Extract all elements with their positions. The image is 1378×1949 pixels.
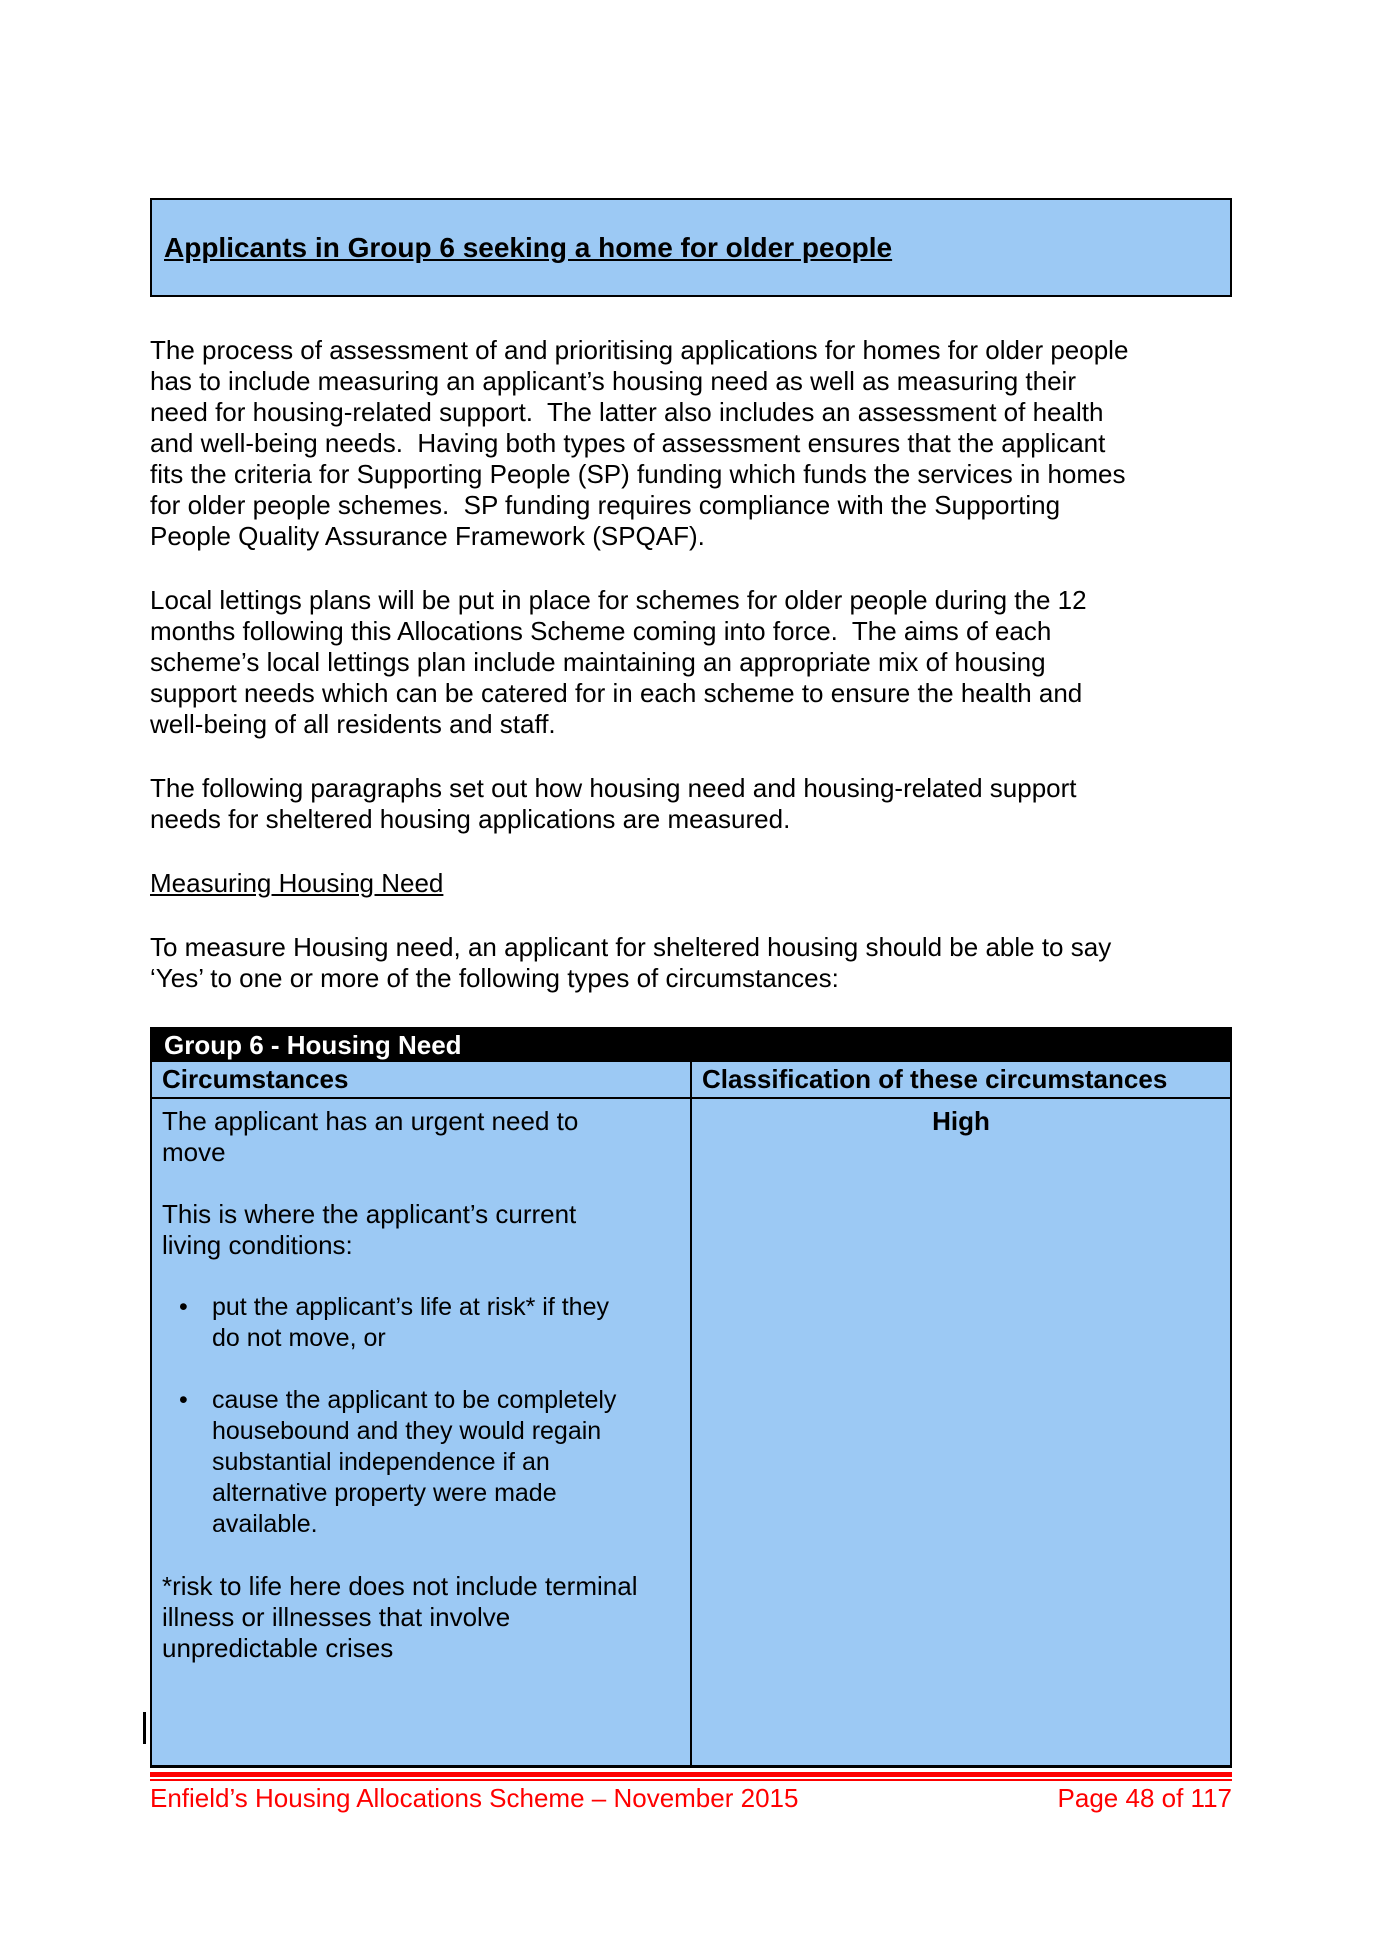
text-line: People Quality Assurance Framework (SPQAF). (150, 521, 705, 551)
bullet-icon: • (179, 1386, 188, 1414)
section-header-box (150, 198, 1232, 297)
text-line: The following paragraphs set out how housing need and housing-related support (150, 773, 1077, 803)
classification-cell (692, 1099, 1230, 1765)
column-header-circumstances: Circumstances (152, 1062, 692, 1097)
footer-rule (150, 1772, 1232, 1781)
text-line: alternative property were made (212, 1479, 557, 1507)
cell-paragraph (162, 1199, 684, 1261)
footer-page-number: Page 48 of 117 (1057, 1783, 1232, 1813)
text-line: need for housing-related support. The latter also includes an assessment of health (150, 397, 1104, 427)
page-content (150, 0, 1232, 1814)
text-line: Local lettings plans will be put in place for schemes for older people during the 12 (150, 585, 1087, 615)
bullet-item (162, 1385, 684, 1540)
text-line: substantial independence if an (212, 1448, 550, 1476)
text-line: fits the criteria for Supporting People (SP) funding which funds the services in homes (150, 459, 1126, 489)
text-line: move (162, 1137, 226, 1167)
text-line: put the applicant’s life at risk* if they (212, 1293, 609, 1321)
text-line: This is where the applicant’s current (162, 1199, 577, 1229)
text-line: for older people schemes. SP funding requires compliance with the Supporting (150, 490, 1061, 520)
circumstances-cell (152, 1099, 692, 1765)
text-line: do not move, or (212, 1324, 386, 1352)
column-header-classification: Classification of these circumstances (702, 1064, 1168, 1094)
text-line: available. (212, 1510, 318, 1538)
page-footer (150, 1783, 1232, 1814)
paragraph-assessment-process (150, 335, 1232, 552)
cell-paragraph (162, 1106, 684, 1168)
table-title: Group 6 - Housing Need (152, 1029, 1230, 1062)
text-line: cause the applicant to be completely (212, 1386, 617, 1414)
footer-document-title: Enfield’s Housing Allocations Scheme – November 2015 (150, 1783, 799, 1813)
text-line: scheme’s local lettings plan include maintaining an appropriate mix of housing (150, 647, 1046, 677)
classification-value: High (932, 1106, 990, 1136)
text-line: ‘Yes’ to one or more of the following types of circumstances: (150, 963, 839, 993)
table-body-row (152, 1099, 1230, 1765)
text-line: living conditions: (162, 1230, 353, 1260)
table-header-row (152, 1062, 1230, 1099)
text-line: housebound and they would regain (212, 1417, 602, 1445)
text-line: months following this Allocations Scheme coming into force. The aims of each (150, 616, 1052, 646)
subheading-wrap (150, 868, 1232, 899)
text-line: *risk to life here does not include terminal (162, 1571, 638, 1601)
bullet-item (162, 1292, 684, 1354)
text-line: well-being of all residents and staff. (150, 709, 556, 739)
section-title: Applicants in Group 6 seeking a home for older people (164, 231, 893, 263)
text-line: has to include measuring an applicant’s housing need as well as measuring their (150, 366, 1076, 396)
paragraph-local-lettings (150, 585, 1232, 740)
cell-paragraph (162, 1571, 684, 1664)
text-line: illness or illnesses that involve (162, 1602, 511, 1632)
text-line: needs for sheltered housing applications are measured. (150, 804, 791, 834)
subheading-measuring-housing-need: Measuring Housing Need (150, 868, 444, 898)
text-line: To measure Housing need, an applicant for sheltered housing should be able to say (150, 932, 1112, 962)
bullet-icon: • (179, 1293, 188, 1321)
text-line: support needs which can be catered for in each scheme to ensure the health and (150, 678, 1083, 708)
text-line: The applicant has an urgent need to (162, 1106, 579, 1136)
text-line: and well-being needs. Having both types of assessment ensures that the applicant (150, 428, 1106, 458)
text-line: The process of assessment of and prioritising applications for homes for older people (150, 335, 1129, 365)
paragraph-following-paragraphs (150, 773, 1232, 835)
group6-housing-need-table (150, 1027, 1232, 1768)
change-tracking-bar (143, 1712, 146, 1744)
text-line: unpredictable crises (162, 1633, 394, 1663)
paragraph-measure-intro (150, 932, 1232, 994)
